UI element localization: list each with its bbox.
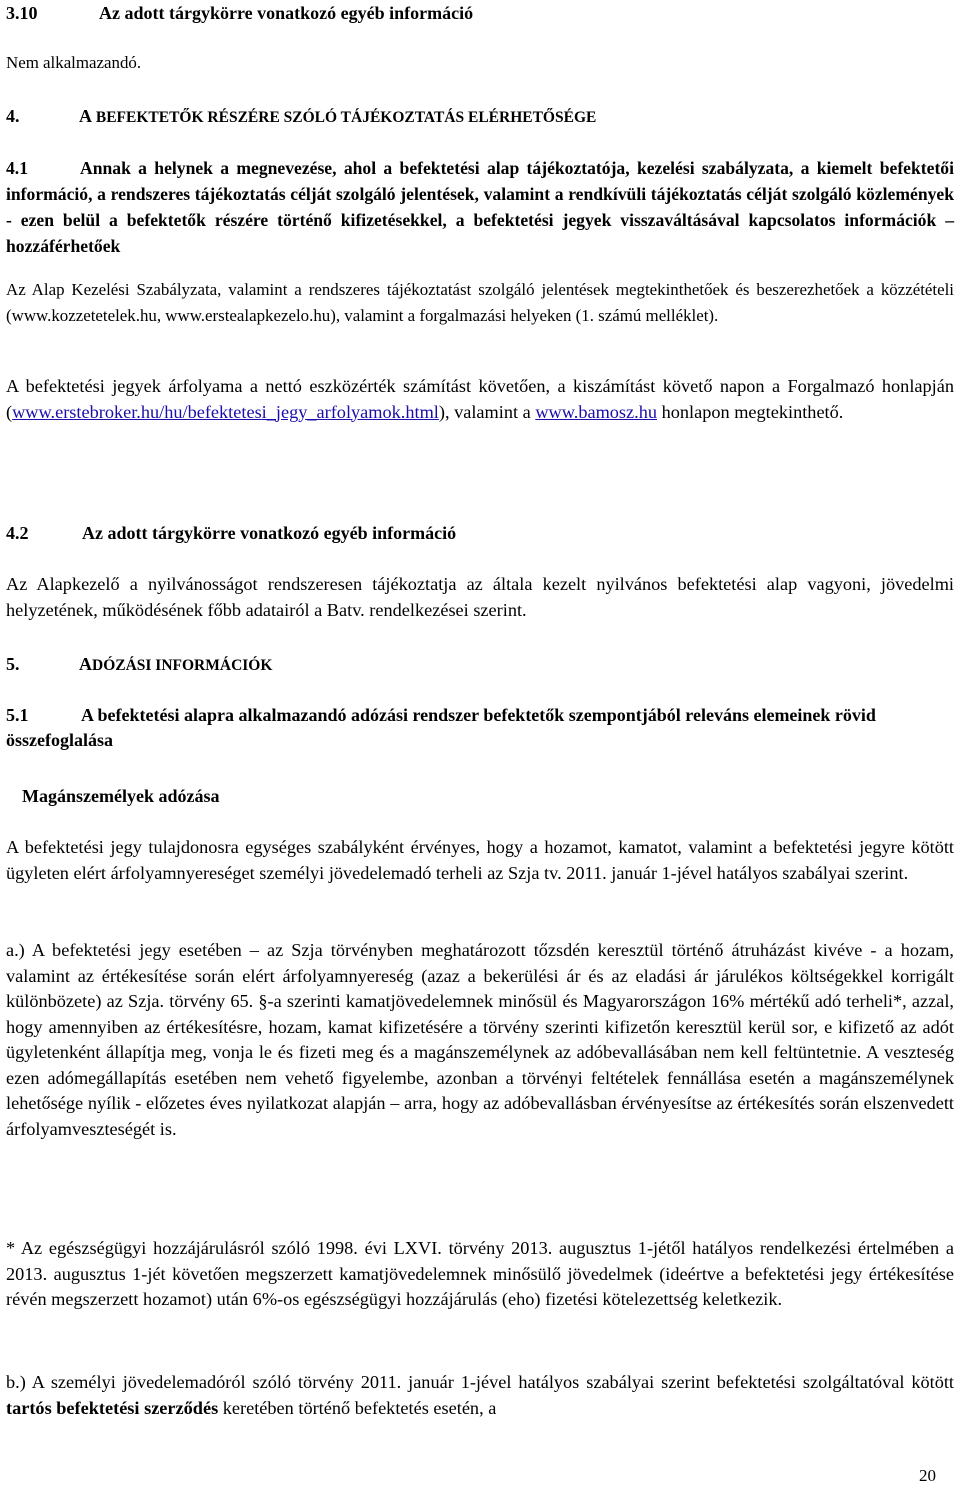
section-title: A befektetési alapra alkalmazandó adózási rendszer befektetők szempontjából releváns elemeinek rövid összefoglalása <box>6 705 876 750</box>
section-title-rest: DÓZÁSI INFORMÁCIÓK <box>92 657 273 674</box>
paragraph-kezelesi-szabalyzat: Az Alap Kezelési Szabályzata, valamint a rendszeres tájékoztatást szolgáló jelentések megtekinthetőek és beszerezhetőek a közzétételi (www.kozzetetelek.hu, www.erstealapkezelo.hu), valamint a forgalmazási helyeken (1. számú melléklet). <box>6 280 954 325</box>
erstebroker-link[interactable]: www.erstebroker.hu/hu/befektetesi_jegy_arfolyamok.html <box>12 401 439 422</box>
section-3-10-heading <box>6 1 954 26</box>
paragraph-arfolyam <box>6 374 954 425</box>
paragraph-b <box>6 1370 954 1421</box>
section-title-initial: A <box>79 106 92 126</box>
section-title: Az adott tárgykörre vonatkozó egyéb információ <box>82 523 457 543</box>
section-number: 4.2 <box>6 523 29 543</box>
section-5-heading <box>6 652 954 678</box>
section-4-heading <box>6 104 954 130</box>
paragraph-bold-text: tartós befektetési szerződés <box>6 1397 219 1418</box>
section-title: Annak a helynek a megnevezése, ahol a befektetési alap tájékoztatója, kezelési szabályzata, a kiemelt befektetői információ, a rendszeres tájékoztatás célját szolgáló jelentések, valamint a rendkívüli tájékoztatás célját szolgáló közlemények - ezen belül a befektetők részére történő kifizetésekkel, a befektetési jegyek visszaváltásával kapcsolatos információk – hozzáférhetőek <box>6 158 954 256</box>
section-number: 5. <box>6 654 20 674</box>
paragraph-text: b.) A személyi jövedelemadóról szóló törvény 2011. január 1-jével hatályos szabályai szerint befektetési szolgáltatóval kötött <box>6 1372 954 1392</box>
paragraph-text: keretében történő befektetés esetén, a <box>218 1397 497 1418</box>
section-5-1-heading <box>6 703 954 753</box>
section-title-rest: BEFEKTETŐK RÉSZÉRE SZÓLÓ TÁJÉKOZTATÁS ELÉRHETŐSÉGE <box>92 109 597 126</box>
section-number: 5.1 <box>6 705 29 725</box>
section-number: 4. <box>6 106 20 126</box>
section-number: 4.1 <box>6 158 28 178</box>
section-title: Az adott tárgykörre vonatkozó egyéb információ <box>99 3 474 23</box>
paragraph-text: A befektetési jegyek árfolyama a nettó eszközérték számítást követően, a kiszámítást követő napon a Forgalmazó honlapján ( <box>6 376 954 422</box>
section-title-initial: A <box>79 654 92 674</box>
paragraph-tulajdonos: A befektetési jegy tulajdonosra egységes szabályként érvényes, hogy a hozamot, kamatot, valamint a befektetési jegyre kötött ügyleten elért árfolyamnyereséget személyi jövedelemadó terheli az Szja tv. 2011. január 1-jével hatályos szabályai szerint. <box>6 837 954 883</box>
paragraph-a: a.) A befektetési jegy esetében – az Szja törvényben meghatározott tőzsdén keresztül történő átruházást kivéve - a hozam, valamint az értékesítése során elért árfolyamnyereség (azaz a bekerülési ár és az eladási ár járulékos költségekkel korrigált különbözete) az Szja. törvény 65. §-a szerinti kamatjövedelemnek minősül és Magyarországon 16% mértékű adó terheli*, azzal, hogy amennyiben az értékesítésre, hozam, kamat kifizetésére a törvény szerinti kifizetőn keresztül kerül sor, e kifizető az adót ügyletenként állapítja meg, vonja le és fizeti meg és a magánszemélynek az adóbevallásában nem kell feltüntetnie. A veszteség ezen adómegállapítás esetében nem vehető figyelembe, azonban a törvényi feltételek fennállása esetén a magánszemélynek lehetősége nyílik - előzetes éves nyilatkozat alapján – arra, hogy az adóbevallásban érvényesítse az értékesítés során elszenvedett árfolyamveszteségét is. <box>6 940 954 1139</box>
paragraph-text: honlapon megtekinthető. <box>657 401 844 422</box>
paragraph-text: ), valamint a <box>438 401 536 422</box>
bamosz-link[interactable]: www.bamosz.hu <box>535 401 658 422</box>
not-applicable-text: Nem alkalmazandó. <box>6 53 142 72</box>
section-4-1-heading <box>6 155 954 259</box>
paragraph-footnote-eho: * Az egészségügyi hozzájárulásról szóló 1998. évi LXVI. törvény 2013. augusztus 1-jétől hatályos rendelkezési értelmében a 2013. augusztus 1-jét követően megszerzett kamatjövedelemnek minősülő jövedelmek (ideértve a befektetési jegy értékesítése révén megszerzett hozamot) után 6%-os egészségügyi hozzájárulás (eho) fizetési kötelezettség keletkezik. <box>6 1238 954 1309</box>
page-number: 20 <box>919 1466 936 1485</box>
section-number: 3.10 <box>6 3 38 23</box>
paragraph-nyilvanossag: Az Alapkezelő a nyilvánosságot rendszeresen tájékoztatja az általa kezelt nyilvános befektetési alap vagyoni, jövedelmi helyzetének, működésének főbb adatairól a Batv. rendelkezései szerint. <box>6 574 954 620</box>
subheading-maganszemelyek: Magánszemélyek adózása <box>22 786 220 806</box>
section-4-2-heading <box>6 521 954 546</box>
